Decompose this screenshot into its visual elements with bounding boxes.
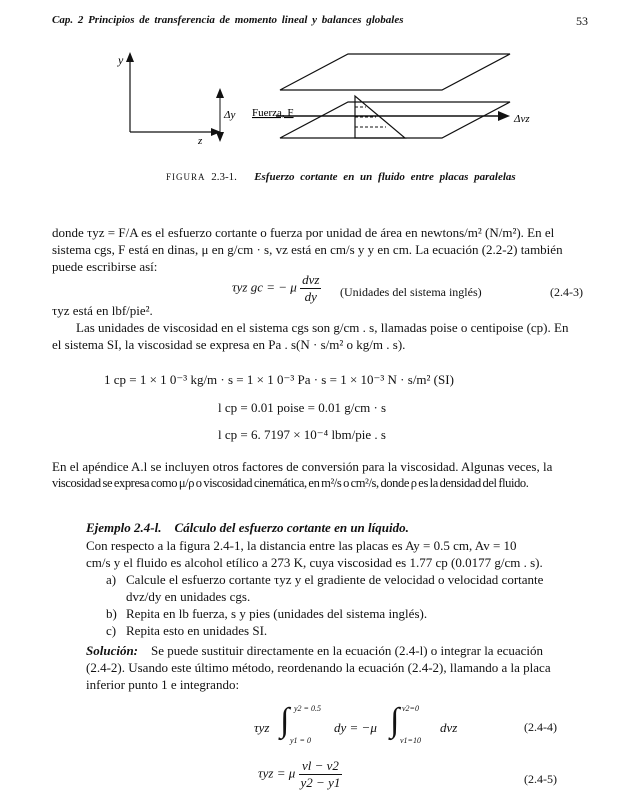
conversion-3: l cp = 6. 7197 × 10⁻⁴ lbm/pie . s (218, 427, 386, 442)
list-item: dvz/dy en unidades cgs. (126, 589, 251, 604)
paragraph-kinematic: En el apéndice A.l se incluyen otros factores de conversión para la viscosidad. Algunas veces, la viscosidad se expresa como μ/ρ o viscosidad cinemática, en m²/s o cm²/s, donde ρ es la densidad del fluido. (52, 459, 553, 490)
paragraph-units: τyz está en lbf/pie². Las unidades de viscosidad en el sistema cgs son g/cm . s, llamadas poise o centipoise (cp). En el sistema SI, la viscosidad se expresa en Pa . s(N · s/m² o kg/m . s). (52, 303, 569, 352)
y-axis-arrow (126, 52, 134, 62)
list-item: c) Repita esto en unidades SI. (106, 623, 268, 638)
equation-2-4-4: τyz ∫ y2 = 0.5 y1 = 0 dy = −μ ∫ v2=0 v1=10 dvz (254, 702, 458, 745)
example-items (106, 571, 543, 639)
bottom-plate (280, 102, 510, 138)
list-item: a) Calcule el esfuerzo cortante τyz y el gradiente de velocidad o velocidad cortante (106, 572, 544, 587)
force-label: Fuerza, F (252, 107, 294, 119)
equation-note: (Unidades del sistema inglés) (340, 285, 482, 299)
equation-number: (2.4-3) (550, 285, 583, 299)
equation-number: (2.4-5) (524, 772, 557, 786)
list-item: b) Repita en lb fuerza, s y pies (unidades del sistema inglés). (106, 606, 428, 621)
top-plate (280, 54, 510, 90)
axis-z-label: z (198, 135, 203, 147)
delta-v-label: Δvz (514, 113, 530, 125)
figure-caption: FIGURA 2.3-1. Esfuerzo cortante en un fluido entre placas paralelas (166, 171, 516, 183)
example-statement: Con respecto a la figura 2.4-1, la distancia entre las placas es Ay = 0.5 cm, Av = 10 cm/s y el fluido es alcohol etílico a 273 K, cuya viscosidad es 1.77 cp (0.0177 g/cm . s). (86, 538, 543, 570)
axis-y-label: y (118, 53, 124, 67)
figure-parallel-plates (100, 44, 560, 164)
conversion-1: 1 cp = 1 × 1 0⁻³ kg/m · s = 1 × 1 0⁻³ Pa · s = 1 × 10⁻³ N · s/m² (SI) (104, 372, 454, 387)
equation-number: (2.4-4) (524, 720, 557, 734)
example-title: Ejemplo 2.4-l. Cálculo del esfuerzo cortante en un líquido. (86, 520, 409, 535)
delta-y-label: Δy (224, 109, 236, 121)
conversion-2: l cp = 0.01 poise = 0.01 g/cm · s (218, 400, 387, 415)
solution-paragraph: Solución: Se puede sustituir directamente en la ecuación (2.4-l) o integrar la ecuación (2.4-2). Usando este último método, reordenando la ecuación (2.4-2), llamando a la placa inferior punto 1 e integrando: (86, 643, 551, 692)
equation-2-4-5: τyz = μ $\frac{vl - v2}{y2 - y1}$ (258, 758, 341, 790)
running-header: Cap. 2 Principios de transferencia de momento lineal y balances globales (52, 14, 404, 26)
page-number: 53 (576, 14, 588, 28)
paragraph-definition: donde τyz = F/A es el esfuerzo cortante o fuerza por unidad de área en newtons/m² (N/m²). En el sistema cgs, F está en dinas, μ en g/cm · s, vz está en cm/s y y en cm. La ecuación (2.2-2) también puede escribirse así: (52, 225, 563, 274)
equation-2-4-3: τyz gc = − μ $\frac{\text{dvz}}{dy}$ (232, 272, 320, 304)
